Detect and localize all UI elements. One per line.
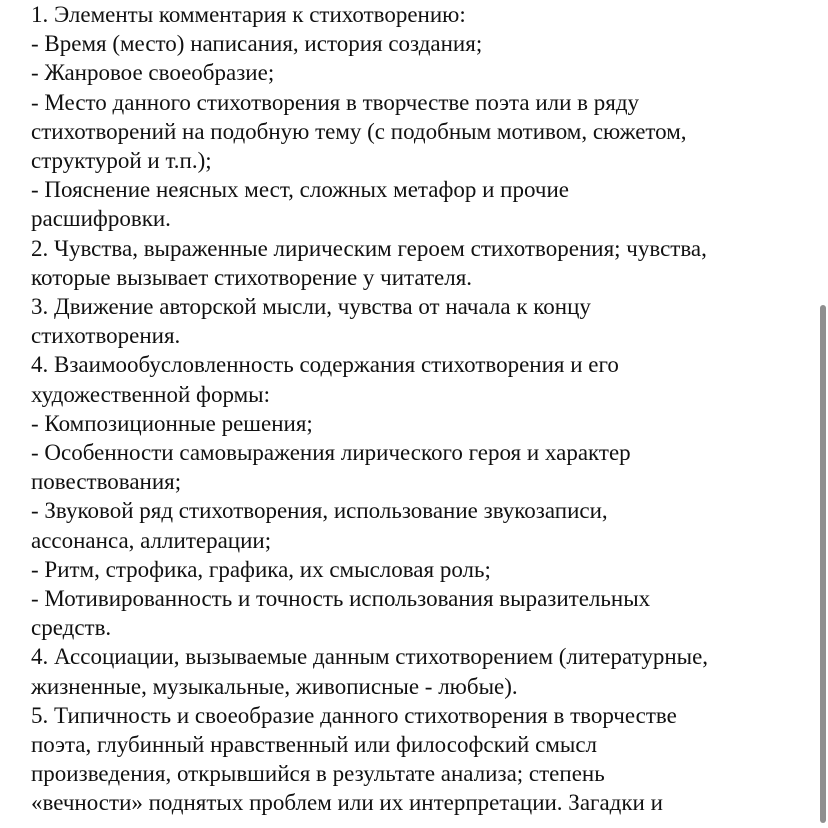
- text-line-9: 2. Чувства, выраженные лирическим героем стихотворения; чувства,: [31, 235, 707, 261]
- text-line-6: структурой и т.п.);: [31, 148, 212, 174]
- vertical-scrollbar[interactable]: [818, 0, 828, 828]
- text-line-23: 4. Ассоциации, вызываемые данным стихотворением (литературные,: [31, 644, 709, 670]
- text-line-21: - Мотивированность и точность использования выразительных: [31, 586, 651, 612]
- text-line-5: стихотворений на подобную тему (с подобным мотивом, сюжетом,: [31, 118, 687, 144]
- text-line-2: - Время (место) написания, история создания;: [31, 31, 483, 57]
- text-line-15: - Композиционные решения;: [31, 410, 313, 436]
- text-line-12: стихотворения.: [31, 323, 181, 349]
- text-line-26: поэта, глубинный нравственный или философский смысл: [31, 732, 598, 758]
- text-line-8: расшифровки.: [31, 206, 171, 232]
- scrollbar-thumb[interactable]: [820, 305, 826, 823]
- text-line-17: повествования;: [31, 469, 182, 495]
- text-line-24: жизненные, музыкальные, живописные - любые).: [31, 673, 518, 699]
- text-line-25: 5. Типичность и своеобразие данного стихотворения в творчестве: [31, 702, 677, 728]
- text-line-18: - Звуковой ряд стихотворения, использование звукозаписи,: [31, 498, 608, 524]
- text-line-14: художественной формы:: [31, 381, 270, 407]
- text-line-27: произведения, открывшийся в результате анализа; степень: [31, 761, 605, 787]
- text-line-22: средств.: [31, 615, 112, 641]
- text-line-13: 4. Взаимообусловленность содержания стихотворения и его: [31, 352, 619, 378]
- text-line-28: «вечности» поднятых проблем или их интерпретации. Загадки и: [31, 790, 663, 816]
- text-line-10: которые вызывает стихотворение у читателя.: [31, 264, 473, 290]
- text-line-3: - Жанровое своеобразие;: [31, 60, 275, 86]
- text-line-4: - Место данного стихотворения в творчестве поэта или в ряду: [31, 89, 640, 115]
- text-line-16: - Особенности самовыражения лирического героя и характер: [31, 440, 631, 466]
- text-line-11: 3. Движение авторской мысли, чувства от начала к концу: [31, 294, 591, 320]
- text-line-19: ассонанса, аллитерации;: [31, 527, 272, 553]
- document-text: [31, 0, 801, 818]
- text-line-1: 1. Элементы комментария к стихотворению:: [31, 2, 466, 27]
- text-line-7: - Пояснение неясных мест, сложных метафор и прочие: [31, 177, 569, 203]
- text-line-20: - Ритм, строфика, графика, их смысловая роль;: [31, 556, 491, 582]
